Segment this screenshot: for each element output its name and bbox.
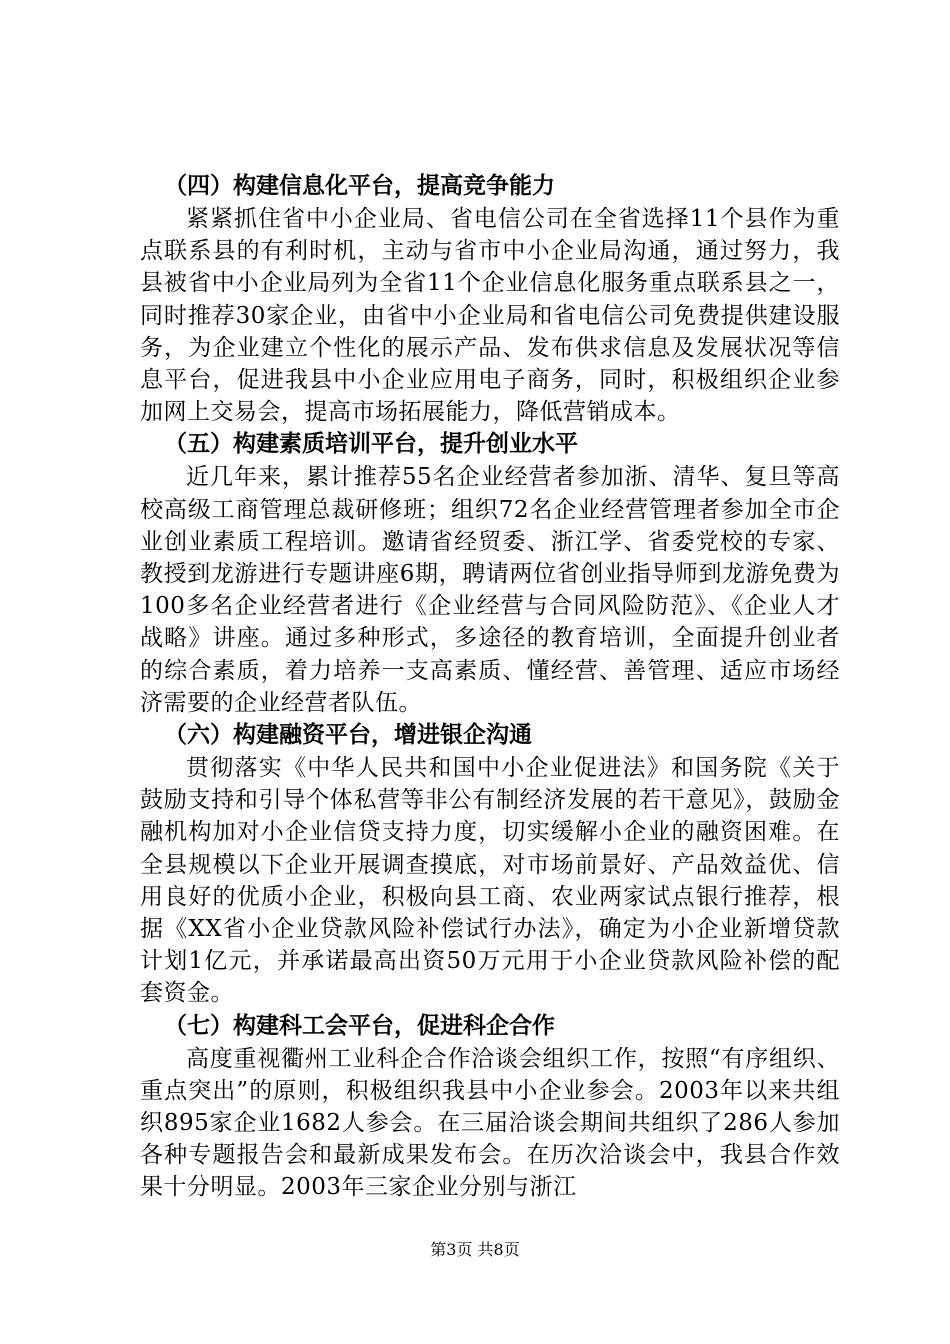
document-body xyxy=(140,170,840,1204)
section-paragraph-6: 贯彻落实《中华人民共和国中小企业促进法》和国务院《关于鼓励支持和引导个体私营等非公有制经济发展的若干意见》，鼓励金融机构加对小企业信贷支持力度，切实缓解小企业的融资困难。在全县规模以下企业开展调查摸底，对市场前景好、产品效益优、信用良好的优质小企业，积极向县工商、农业两家试点银行推荐，根据《XX省小企业贷款风险补偿试行办法》，确定为小企业新增贷款计划1亿元，并承诺最高出资50万元用于小企业贷款风险补偿的配套资金。 xyxy=(140,755,840,1007)
section-heading-5: （五）构建素质培训平台，提升创业水平 xyxy=(164,431,578,458)
section-heading-4: （四）构建信息化平台，提高竞争能力 xyxy=(164,173,555,199)
page-footer xyxy=(0,1240,950,1260)
section-paragraph-7: 高度重视衢州工业科企合作洽谈会组织工作，按照“有序组织、重点突出”的原则，积极组织我县中小企业参会。2003年以来共组织895家企业1682人参会。在三届洽谈会期间共组织了286人参加各种专题报告会和最新成果发布会。在历次洽谈会中，我县合作效果十分明显。2003年三家企业分别与浙江 xyxy=(140,1045,840,1201)
section-heading-6: （六）构建融资平台，增进银企沟通 xyxy=(164,722,532,749)
section-heading-7: （七）构建科工会平台，促进科企合作 xyxy=(164,1012,555,1039)
section-paragraph-5: 近几年来，累计推荐55名企业经营者参加浙、清华、复旦等高校高级工商管理总裁研修班；组织72名企业经营管理者参加全市企业创业素质工程培训。邀请省经贸委、浙江学、省委党校的专家、教授到龙游进行专题讲座6期，聘请两位省创业指导师到龙游免费为100多名企业经营者进行《企业经营与合同风险防范》、《企业人才战略》讲座。通过多种形式，多途径的教育培训，全面提升创业者的综合素质，着力培养一支高素质、懂经营、善管理、适应市场经济需要的企业经营者队伍。 xyxy=(140,464,840,716)
page-number-label: 第3页 共8页 xyxy=(430,1240,520,1259)
section-paragraph-4: 紧紧抓住省中小企业局、省电信公司在全省选择11个县作为重点联系县的有利时机，主动与省市中小企业局沟通，通过努力，我县被省中小企业局列为全省11个企业信息化服务重点联系县之一，同时推荐30家企业，由省中小企业局和省电信公司免费提供建设服务，为企业建立个性化的展示产品、发布供求信息及发展状况等信息平台，促进我县中小企业应用电子商务，同时，积极组织企业参加网上交易会，提高市场拓展能力，降低营销成本。 xyxy=(140,206,840,426)
